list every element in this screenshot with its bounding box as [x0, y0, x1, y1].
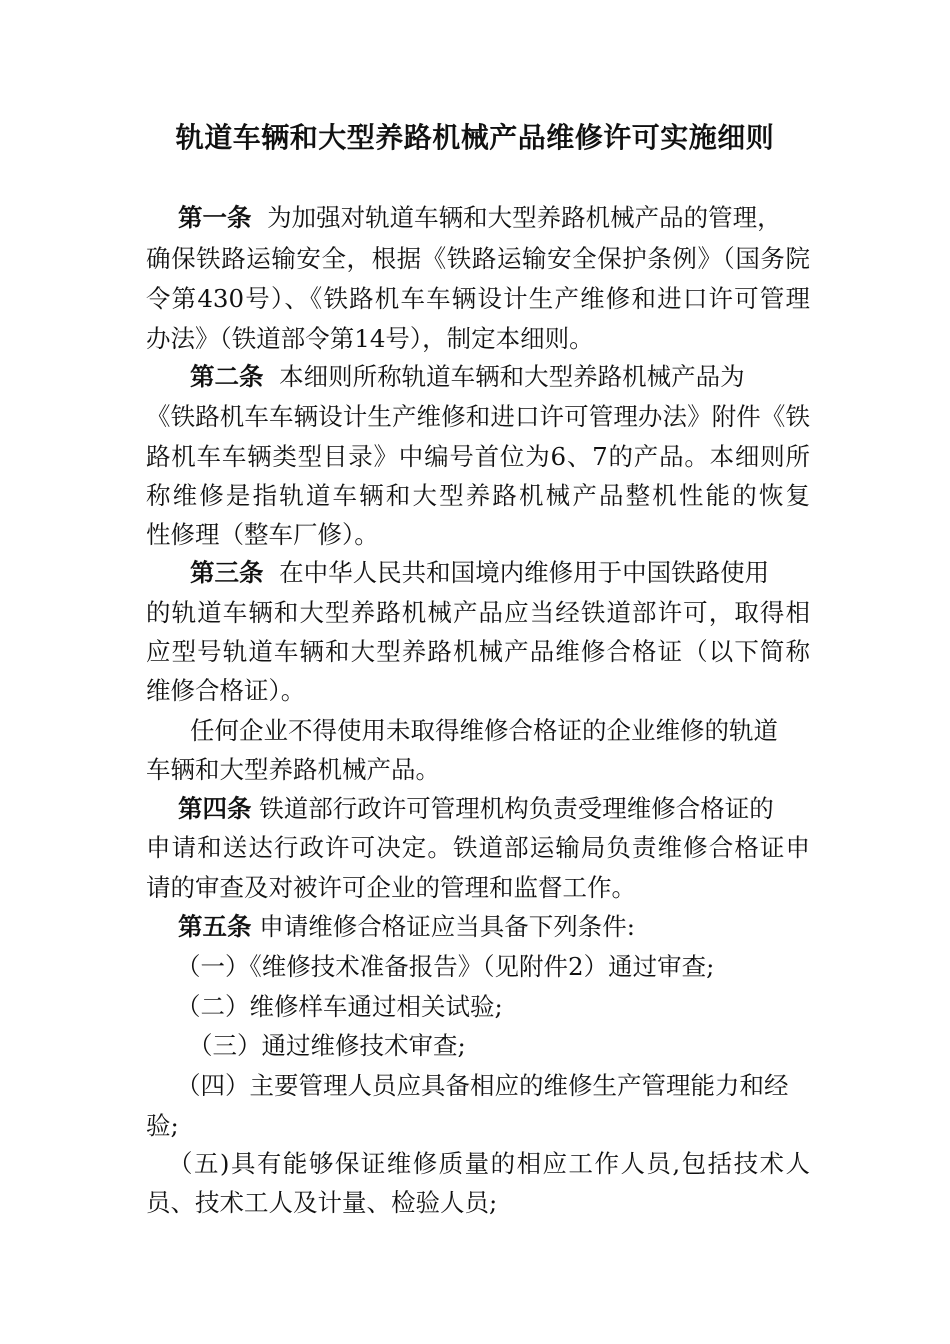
- article-2-line-2: 《铁路机车车辆设计生产维修和进口许可管理办法》附件《铁: [146, 402, 810, 431]
- article-2-line-4: 称维修是指轨道车辆和大型养路机械产品整机性能的恢复: [146, 481, 810, 510]
- article-2-line-5: 性修理（整车厂修）。: [146, 520, 379, 549]
- article-2-line-3: 路机车车辆类型目录》中编号首位为6、7的产品。本细则所: [146, 442, 810, 471]
- article-5-item-1: （一）《维修技术准备报告》（见附件2）通过审查;: [176, 952, 715, 981]
- document-title: 轨道车辆和大型养路机械产品维修许可实施细则: [175, 121, 775, 154]
- article-1-label: 第一条: [178, 203, 252, 232]
- article-1-line-1: 第一条 为加强对轨道车辆和大型养路机械产品的管理，: [178, 203, 782, 232]
- article-5-item-4-cont: 验;: [146, 1111, 179, 1140]
- article-4-line-3: 请的审查及对被许可企业的管理和监督工作。: [146, 873, 636, 902]
- article-4-label: 第四条: [178, 794, 252, 823]
- article-2-label: 第二条: [190, 362, 264, 391]
- article-5-item-5-cont: 员、技术工人及计量、检验人员;: [146, 1188, 498, 1217]
- article-5-line-1: 第五条 申请维修合格证应当具备下列条件:: [178, 912, 636, 941]
- article-3-line-2: 的轨道车辆和大型养路机械产品应当经铁道部许可，取得相: [146, 598, 810, 627]
- article-5-item-5: （五)具有能够保证维修质量的相应工作人员,包括技术人: [168, 1149, 810, 1178]
- article-5-item-3: （三）通过维修技术审查;: [188, 1031, 466, 1060]
- article-5-item-4: （四）主要管理人员应具备相应的维修生产管理能力和经: [176, 1071, 789, 1100]
- article-3-label: 第三条: [190, 558, 264, 587]
- article-4-line-2: 申请和送达行政许可决定。铁道部运输局负责维修合格证申: [146, 833, 810, 862]
- article-1-line-2: 确保铁路运输安全，根据《铁路运输安全保护条例》（国务院: [146, 244, 810, 273]
- article-4-line-1: 第四条 铁道部行政许可管理机构负责受理维修合格证的: [178, 794, 774, 823]
- article-1-line-4: 办法》（铁道部令第14号），制定本细则。: [146, 324, 594, 353]
- article-1-line-3: 令第430号）、《铁路机车车辆设计生产维修和进口许可管理: [146, 284, 810, 313]
- article-2-line-1: 第二条 本细则所称轨道车辆和大型养路机械产品为: [190, 362, 745, 391]
- article-3-para-2-line-2: 车辆和大型养路机械产品。: [146, 755, 440, 784]
- article-5-item-2: （二）维修样车通过相关试验;: [176, 992, 503, 1021]
- article-3-para-2-line-1: 任何企业不得使用未取得维修合格证的企业维修的轨道: [190, 716, 778, 745]
- article-5-label: 第五条: [178, 912, 252, 941]
- article-3-line-1: 第三条 在中华人民共和国境内维修用于中国铁路使用: [190, 558, 770, 587]
- article-3-line-4: 维修合格证）。: [146, 676, 306, 705]
- article-3-line-3: 应型号轨道车辆和大型养路机械产品维修合格证（以下简称: [146, 637, 810, 666]
